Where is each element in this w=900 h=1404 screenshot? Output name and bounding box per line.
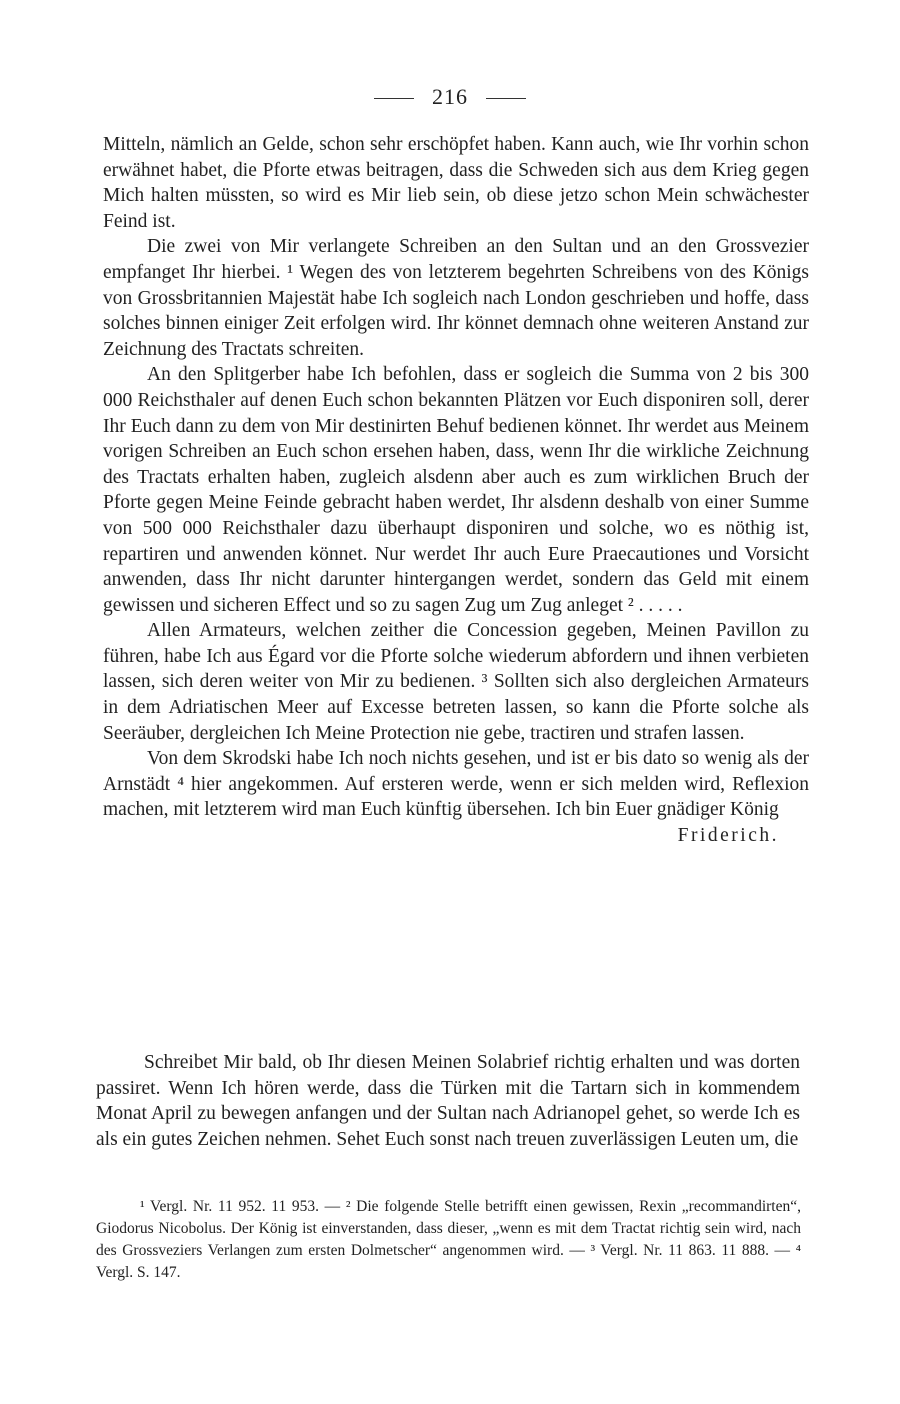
page-header bbox=[0, 84, 900, 110]
paragraph-3: An den Splitgerber habe Ich befohlen, dass er sogleich die Summa von 2 bis 300 000 Reichsthaler auf denen Euch schon bekannten Plätzen vor Euch disponiren soll, derer Ihr Euch dann zu dem von Mir destinirten Behuf bedienen könnet. Ihr werdet aus Meinem vorigen Schreiben an Euch schon ersehen haben, dass, wenn Ihr die wirkliche Zeichnung des Tractats erhalten haben, zugleich alsdenn aber auch es zum wirklichen Bruch der Pforte gegen Meine Feinde gebracht haben werdet, Ihr alsdenn deshalb von einer Summe von 500 000 Reichsthaler dazu überhaupt disponiren und solche, wo es nöthig ist, repartiren und anwenden könnet. Nur werdet Ihr auch Eure Praecautiones und Vorsicht anwenden, dass Ihr nicht darunter hintergangen werdet, sondern das Geld mit einem gewissen und sicheren Effect und so zu sagen Zug um Zug anleget ² . . . . . bbox=[103, 364, 809, 616]
postscript-text: Schreibet Mir bald, ob Ihr diesen Meinen Solabrief richtig erhalten und was dorten passiret. Wenn Ich hören werde, dass die Türken mit die Tartarn sich in kommendem Monat April zu bewegen anfangen und der Sultan nach Adrianopel gehet, so werde Ich es als ein gutes Zeichen nehmen. Sehet Euch sonst nach treuen zuverlässigen Leuten um, die bbox=[96, 1052, 800, 1150]
signature: Friderich. bbox=[677, 825, 779, 847]
paragraph-5: Von dem Skrodski habe Ich noch nichts gesehen, und ist er bis dato so wenig als der Arnstädt ⁴ hier angekommen. Auf ersteren werde, wenn er sich melden wird, Reflexion machen, mit letzterem wird man Euch künftig übersehen. Ich bin Euer gnädiger König bbox=[103, 748, 809, 821]
page-number: 216 bbox=[432, 84, 468, 109]
postscript bbox=[96, 1050, 800, 1152]
paragraph-4: Allen Armateurs, welchen zeither die Concession gegeben, Meinen Pavillon zu führen, habe Ich aus Égard vor die Pforte solche wiederum abfordern und ihnen verbieten lassen, sich deren weiter von Mir zu bedienen. ³ Sollten sich also dergleichen Armateurs in dem Adriatischen Meer auf Excesse betreten lassen, so kann die Pforte solche als Seeräuber, dergleichen Ich Meine Protection nie gebe, tractiren und strafen lassen. bbox=[103, 620, 809, 744]
paragraph-2: Die zwei von Mir verlangete Schreiben an den Sultan und an den Grossvezier empfanget Ihr hierbei. ¹ Wegen des von letzterem begehrten Schreibens von des Königs von Grossbritannien Majestät habe Ich sogleich nach London geschrieben und hoffe, dass solches binnen einiger Zeit erfolgen wird. Ihr könnet demnach ohne weiteren Anstand zur Zeichnung des Tractats schreiten. bbox=[103, 236, 809, 360]
footnotes-text: ¹ Vergl. Nr. 11 952. 11 953. — ² Die folgende Stelle betrifft einen gewissen, Rexin „recommandirten“, Giodorus Nicobolus. Der König ist einverstanden, dass dieser, „wenn es mit dem Tractat richtig sein wird, nach des Grossveziers Verlangen zum ersten Dolmetscher“ angenommen wird. — ³ Vergl. Nr. 11 863. 11 888. — ⁴ Vergl. S. 147. bbox=[96, 1198, 801, 1281]
header-rule-right bbox=[486, 98, 526, 99]
footnotes bbox=[96, 1196, 801, 1284]
paragraph-1: Mitteln, nämlich an Gelde, schon sehr erschöpfet haben. Kann auch, wie Ihr vorhin schon erwähnet habet, die Pforte etwas beitragen, dass die Schweden sich aus dem Krieg gegen Mich halten müssten, so wird es Mir lieb sein, ob diese jetzo schon Mein schwächester Feind ist. bbox=[103, 134, 809, 232]
header-rule-left bbox=[374, 98, 414, 99]
letter-body bbox=[103, 132, 809, 849]
